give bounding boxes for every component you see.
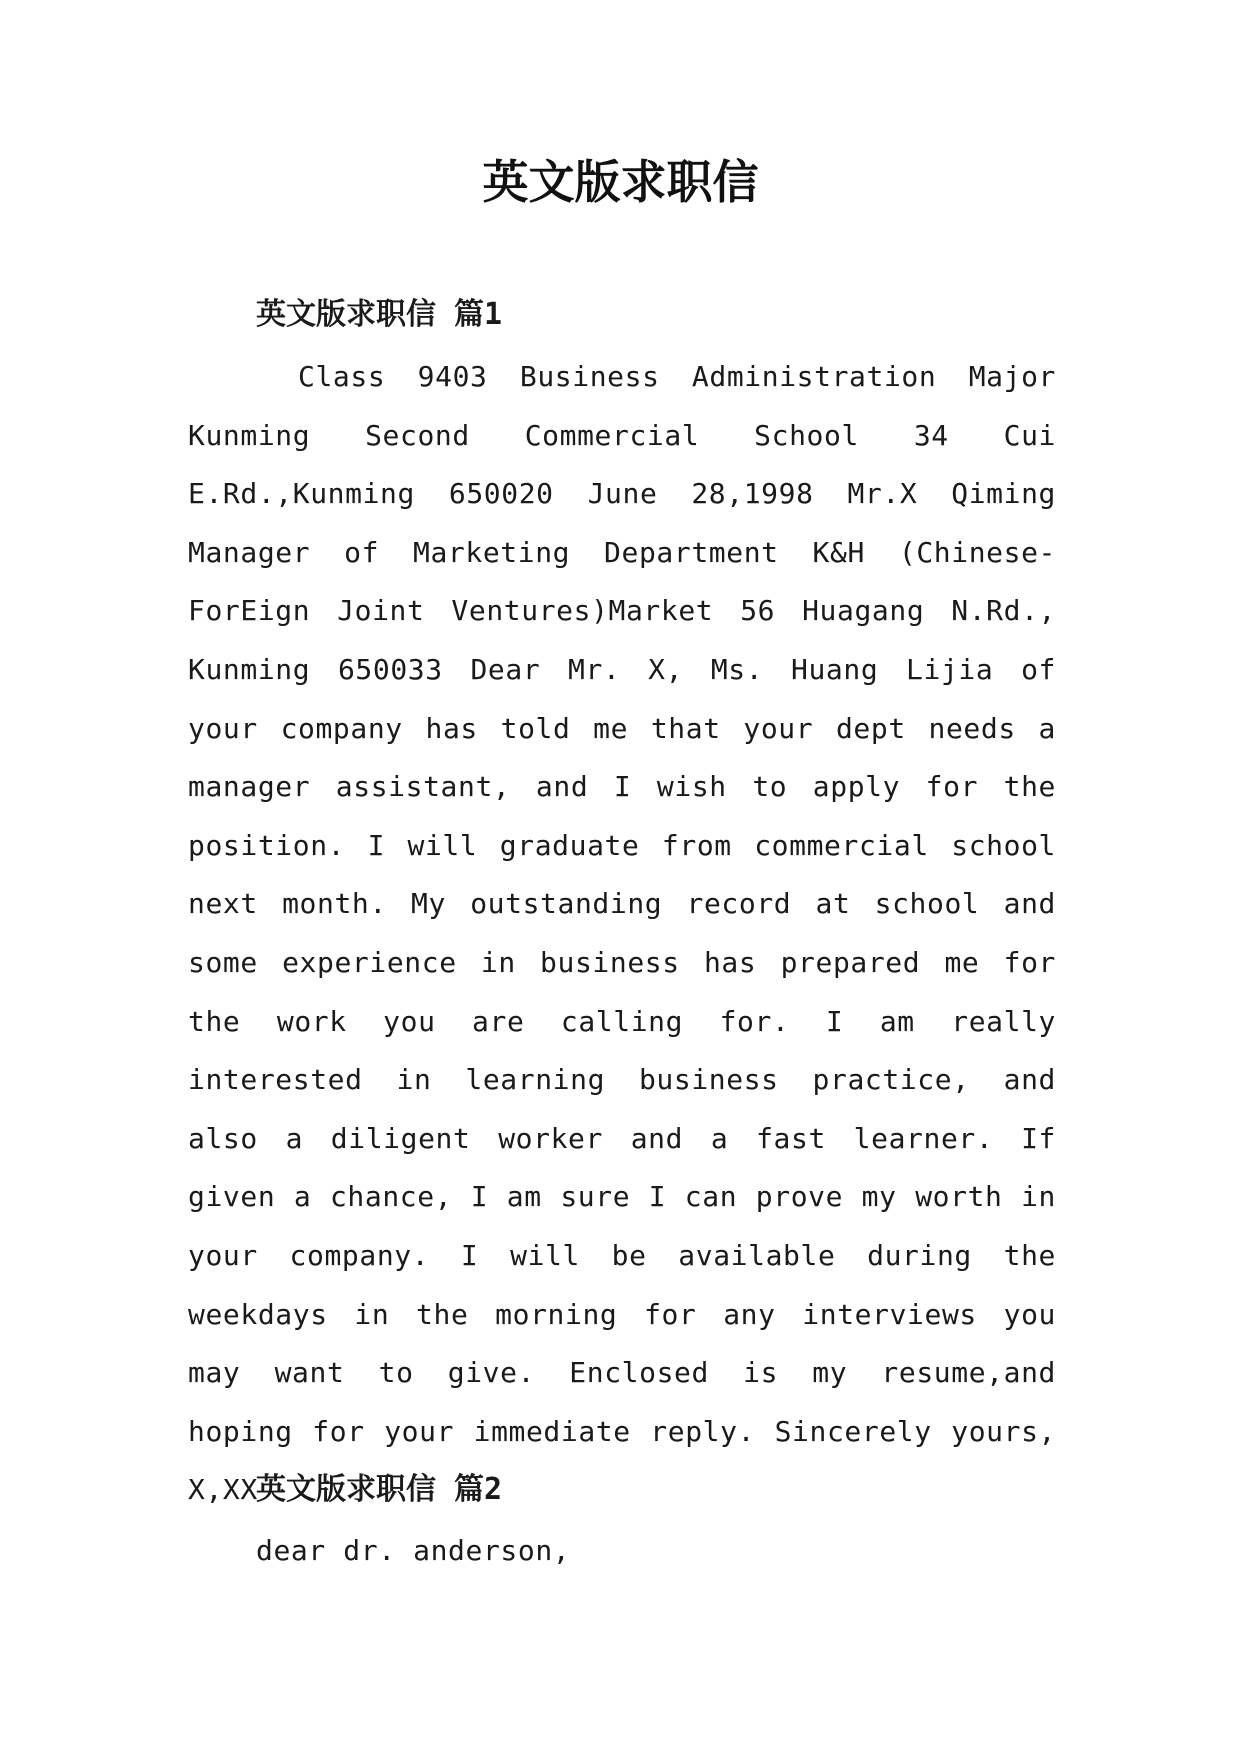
document-title: 英文版求职信 (482, 155, 759, 209)
section-heading-2: 英文版求职信 篇2 (256, 1472, 503, 1507)
cover-letter-paragraph-1: Class 9403 Business Administration Major Kunming Second Commercial School 34 Cui E.Rd.,Kunming 650020 June 28,1998 Mr.X Qiming Manager of Marketing Department K&H (Chinese-ForEign Joint Ventures)Market 56 Huagang N.Rd., Kunming 650033 Dear Mr. X, Ms. Huang Lijia of your company has told me that your dept needs a manager assistant, and I wish to apply for the position. I will graduate from commercial school next month. My outstanding record at school and some experience in business has prepared me for the work you are calling for. I am really interested in learning business practice, and also a diligent worker and a fast learner. If given a chance, I am sure I can prove my worth in your company. I will be available during the weekdays in the morning for any interviews you may want to give. Enclosed is my resume,and hoping for your immediate reply. Sincerely yours, X,XX (188, 360, 1056, 1507)
section-heading-1: 英文版求职信 篇1 (256, 297, 503, 332)
cover-letter-greeting-2: dear dr. anderson, (256, 1534, 571, 1567)
